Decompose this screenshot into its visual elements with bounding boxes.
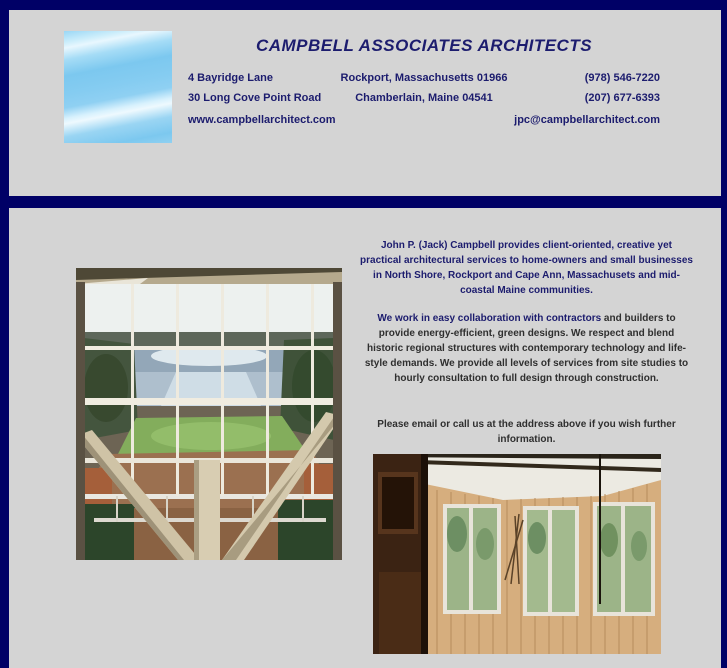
phone-number-2: (207) 677-6393 [584, 92, 660, 104]
contact-paragraph: Please email or call us at the address above if you wish further information. [377, 419, 676, 445]
address-city-1: Rockport, Massachusetts 01966 [340, 72, 508, 84]
services-link[interactable]: We work in easy collaboration with contractors [377, 313, 602, 324]
page-title: CAMPBELL ASSOCIATES ARCHITECTS [255, 36, 593, 55]
address-row-1 [188, 72, 660, 85]
spacer [336, 114, 513, 127]
contact-links-row [188, 114, 660, 127]
phone-number-1: (978) 546-7220 [584, 72, 660, 84]
kitchen-photo [373, 454, 661, 654]
content-panel [9, 208, 721, 668]
atrium-window-photo [76, 268, 342, 560]
services-paragraph [360, 311, 693, 386]
header-text-block [188, 10, 660, 196]
email-link[interactable]: jpc@campbellarchitect.com [514, 114, 660, 126]
header-panel [9, 10, 721, 196]
company-logo [64, 31, 172, 143]
intro-paragraph: John P. (Jack) Campbell provides client-oriented, creative yet practical architectural services to home-owners and small businesses in North Shore, Rockport and Cape Ann, Massachusets and mid-coastal Maine communities. [360, 240, 693, 296]
address-city-2: Chamberlain, Maine 04541 [355, 92, 493, 104]
website-link[interactable]: www.campbellarchitect.com [188, 114, 336, 126]
address-row-2 [188, 92, 660, 105]
address-street-1: 4 Bayridge Lane [188, 72, 273, 84]
services-text: and builders to provide energy-efficient, green designs. We respect and blend historic regional structures with contemporary technology and life-style demands. We provide all levels of services from site studies to hourly consultation to full design through construction. [364, 313, 689, 384]
address-street-2: 30 Long Cove Point Road [188, 92, 322, 104]
